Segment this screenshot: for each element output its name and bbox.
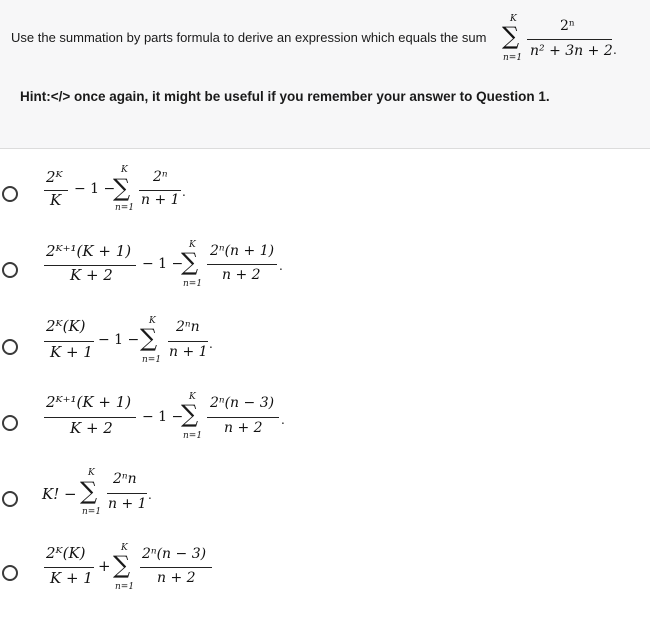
option-end: . xyxy=(279,259,283,273)
sigma-icon: ∑ xyxy=(80,477,98,505)
term-denominator: n + 2 xyxy=(157,570,196,586)
sigma-icon: ∑ xyxy=(181,400,199,428)
option-operator: − 1 − xyxy=(98,332,140,348)
sum-end: . xyxy=(613,43,617,57)
sum-denominator: n² + 3n + 2 xyxy=(530,43,613,59)
term-numerator: 2ⁿ xyxy=(153,169,168,185)
term-numerator: 2ⁿn xyxy=(176,319,200,335)
answer-option-a[interactable] xyxy=(0,160,650,222)
radio-button-a[interactable] xyxy=(2,186,18,202)
option-end: . xyxy=(182,185,186,199)
term-denominator: n + 1 xyxy=(141,192,180,208)
sum-lower: n=1 xyxy=(183,279,203,289)
option-end: . xyxy=(281,413,285,427)
term-denominator: n + 1 xyxy=(108,496,147,512)
answer-option-c[interactable] xyxy=(0,314,650,376)
lead-numerator: 2ᴷ(K) xyxy=(46,317,86,335)
term-denominator: n + 2 xyxy=(222,267,261,283)
sigma-icon: ∑ xyxy=(113,174,131,202)
sum-lower: n=1 xyxy=(142,355,162,365)
sum-upper: K xyxy=(88,468,95,478)
sum-lower: n=1 xyxy=(115,582,135,592)
lead-numerator: 2ᴷ⁺¹(K + 1) xyxy=(46,393,132,411)
lead-denominator: K + 2 xyxy=(70,419,113,437)
option-end: . xyxy=(209,337,213,351)
term-denominator: n + 1 xyxy=(169,344,208,360)
lead-numerator: 2ᴷ xyxy=(46,168,63,186)
term-numerator: 2ⁿ(n − 3) xyxy=(142,546,207,562)
term-numerator: 2ⁿ(n − 3) xyxy=(210,395,275,411)
option-operator: + xyxy=(98,557,111,575)
sum-upper: K xyxy=(510,14,517,24)
hint-text: Hint:</> once again, it might be useful if you remember your answer to Question 1. xyxy=(20,89,550,104)
answer-option-e[interactable] xyxy=(0,466,650,528)
term-denominator: n + 2 xyxy=(224,420,263,436)
sum-numerator: 2ⁿ xyxy=(560,18,575,34)
radio-button-d[interactable] xyxy=(2,415,18,431)
option-operator: − 1 − xyxy=(74,181,116,197)
sum-lower: n=1 xyxy=(115,203,135,213)
sum-upper: K xyxy=(189,392,196,402)
answer-option-b[interactable] xyxy=(0,236,650,298)
fraction-bar xyxy=(527,39,612,40)
sigma-icon: ∑ xyxy=(181,248,199,276)
lead-numerator: 2ᴷ(K) xyxy=(46,544,86,562)
radio-button-f[interactable] xyxy=(2,565,18,581)
sum-upper: K xyxy=(149,316,156,326)
radio-button-c[interactable] xyxy=(2,339,18,355)
question-panel xyxy=(0,0,650,149)
sum-lower: n=1 xyxy=(183,431,203,441)
option-operator: − 1 − xyxy=(142,409,184,425)
lead-denominator: K xyxy=(50,191,62,209)
lead-numerator: 2ᴷ⁺¹(K + 1) xyxy=(46,242,132,260)
term-numerator: 2ⁿ(n + 1) xyxy=(210,243,275,259)
answer-option-d[interactable] xyxy=(0,389,650,451)
lead-term: K! − xyxy=(42,485,77,503)
lead-denominator: K + 1 xyxy=(50,569,93,587)
option-operator: − 1 − xyxy=(142,256,184,272)
option-end: . xyxy=(148,488,152,502)
sum-lower: n=1 xyxy=(503,53,523,63)
sum-upper: K xyxy=(189,240,196,250)
answer-option-f[interactable] xyxy=(0,540,650,602)
sum-lower: n=1 xyxy=(82,507,102,517)
term-numerator: 2ⁿn xyxy=(113,471,137,487)
lead-denominator: K + 2 xyxy=(70,266,113,284)
lead-denominator: K + 1 xyxy=(50,343,93,361)
sigma-icon: ∑ xyxy=(140,324,158,352)
question-prompt: Use the summation by parts formula to derive an expression which equals the sum xyxy=(11,30,487,45)
sum-upper: K xyxy=(121,165,128,175)
radio-button-b[interactable] xyxy=(2,262,18,278)
radio-button-e[interactable] xyxy=(2,491,18,507)
sum-upper: K xyxy=(121,543,128,553)
sigma-icon: ∑ xyxy=(113,551,131,579)
sigma-icon: ∑ xyxy=(502,22,520,50)
